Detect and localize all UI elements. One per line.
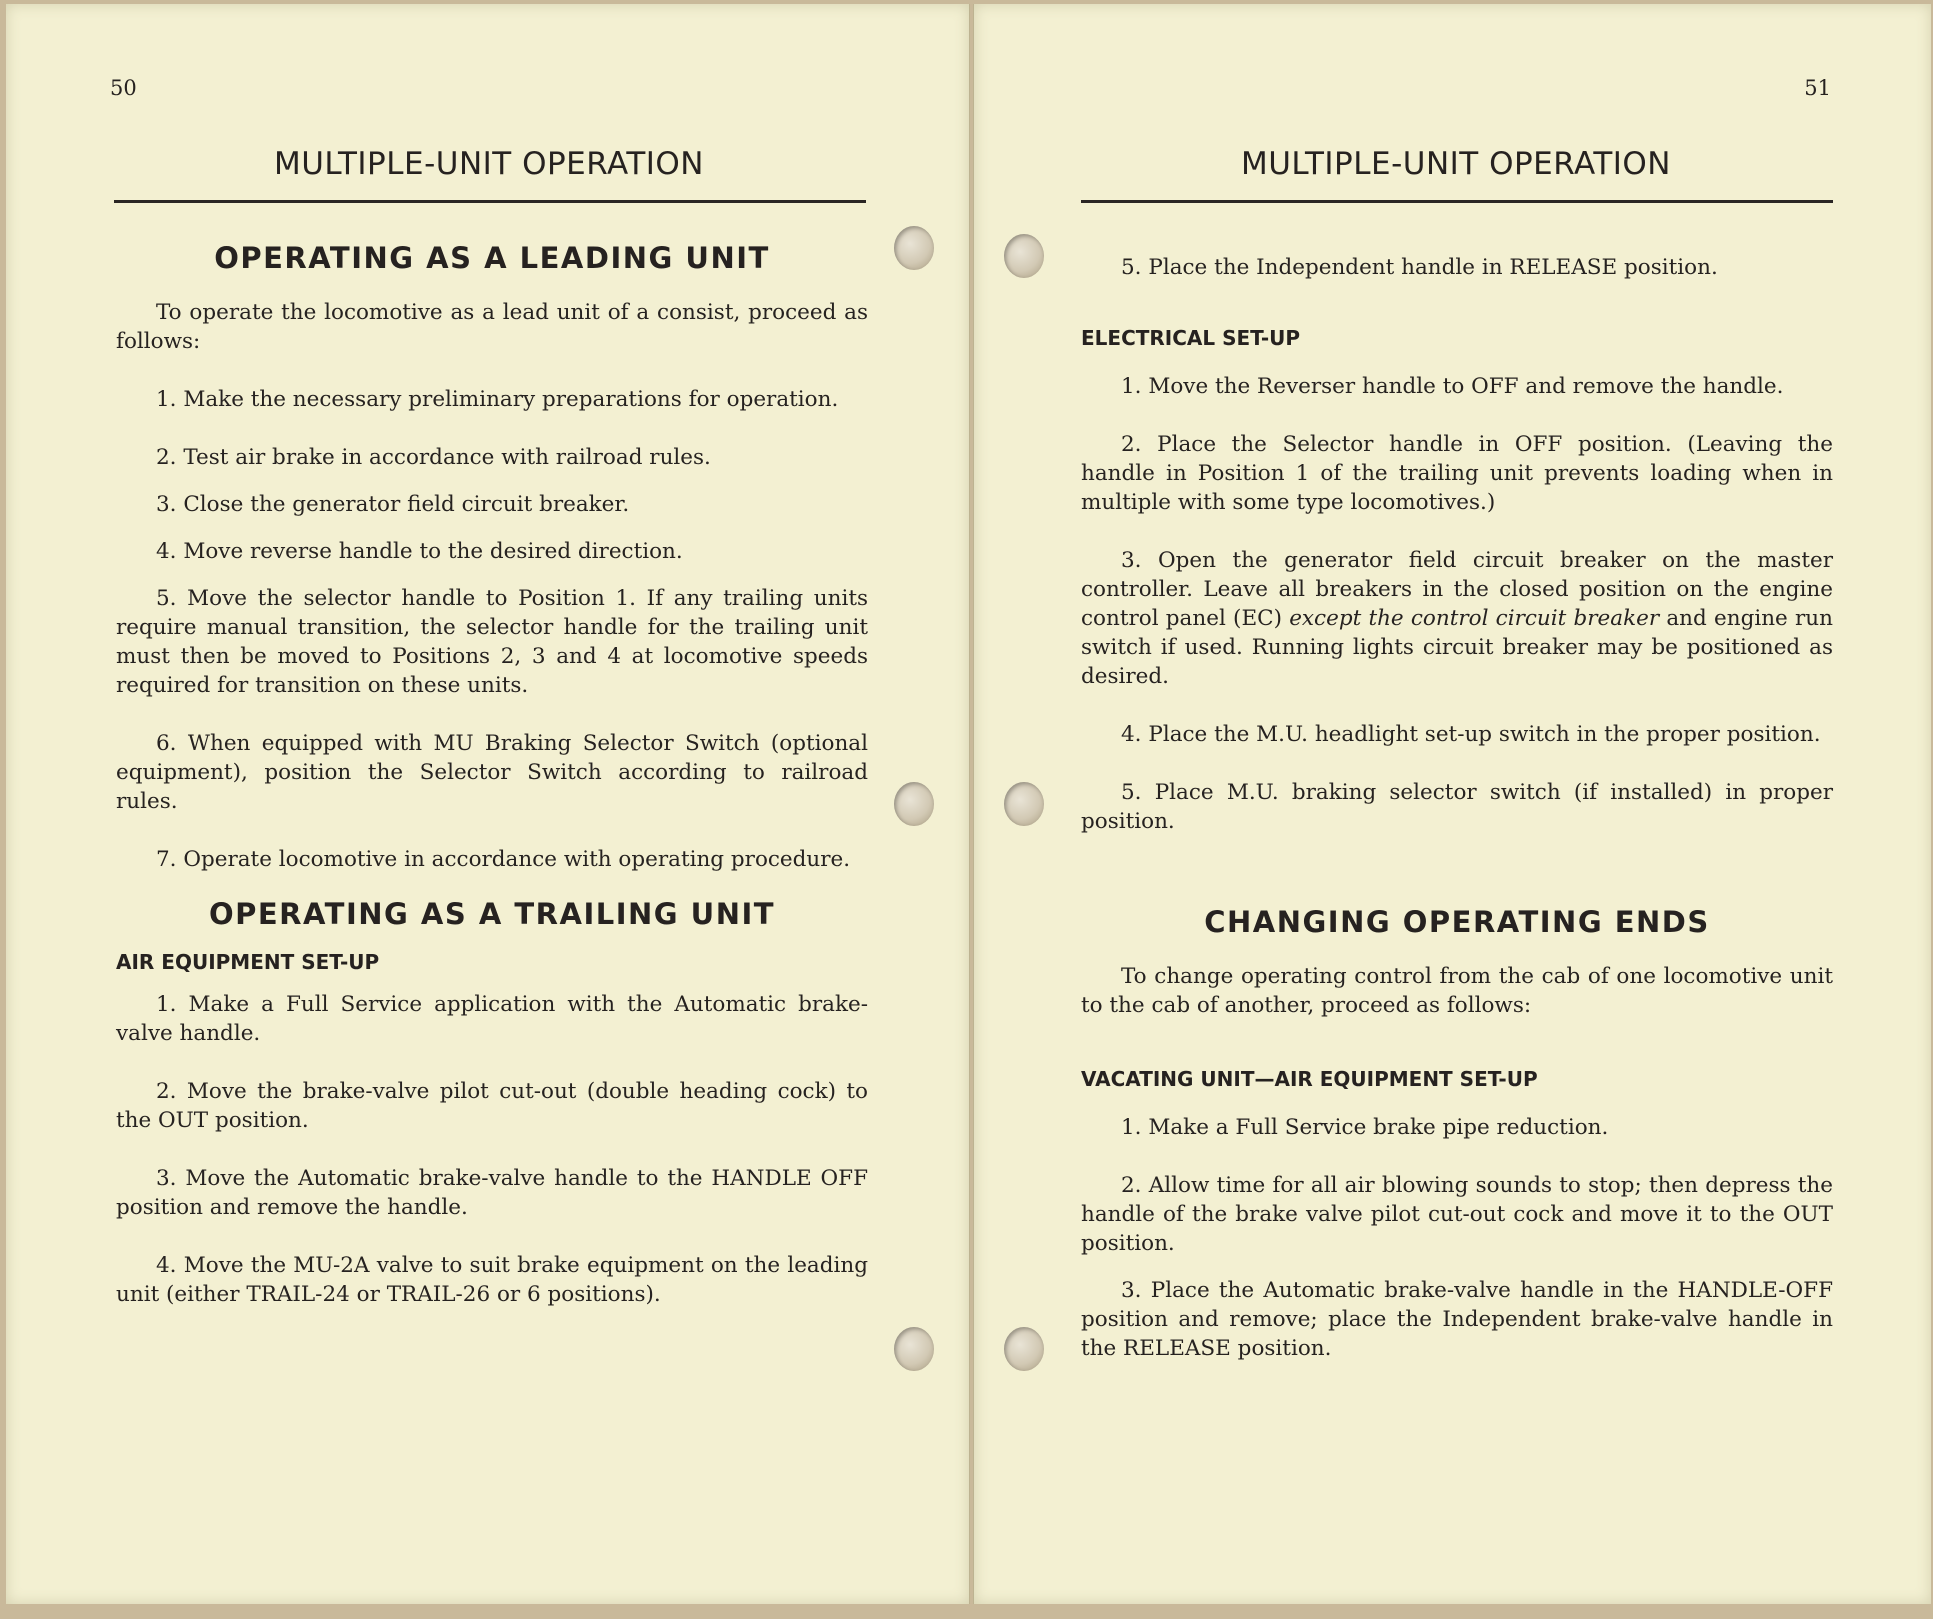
subheading-electrical: ELECTRICAL SET-UP [1081, 326, 1301, 350]
leading-step-3: 3. Close the generator field circuit breaker. [156, 492, 630, 517]
leading-step-7: 7. Operate locomotive in accordance with operating procedure. [156, 847, 851, 872]
electrical-step-3-italic: except the control circuit breaker [1289, 606, 1660, 631]
leading-step-5: 5. Move the selector handle to Position 1. If any trailing units require manual transition, the selector handle for the trailing unit must then be moved to Positions 2, 3 and 4 at locomotive speeds required for transition on these units. [116, 586, 868, 698]
electrical-step-3 [1081, 546, 1833, 691]
vacating-step-1: 1. Make a Full Service brake pipe reduction. [1121, 1115, 1609, 1140]
binder-hole [894, 1327, 934, 1371]
running-head-left: MULTIPLE-UNIT OPERATION [274, 146, 704, 182]
binder-hole [894, 226, 934, 270]
changing-intro: To change operating control from the cab of one locomotive unit to the cab of another, proceed as follows: [1081, 964, 1833, 1018]
subheading-vacating-unit: VACATING UNIT—AIR EQUIPMENT SET-UP [1081, 1067, 1538, 1091]
right-content [1081, 239, 1833, 1363]
leading-step-1: 1. Make the necessary preliminary preparations for operation. [156, 387, 839, 412]
leading-step-4: 4. Move reverse handle to the desired direction. [156, 539, 683, 564]
binder-hole [1004, 782, 1044, 826]
leading-step-2: 2. Test air brake in accordance with railroad rules. [156, 445, 711, 470]
binder-hole [1004, 234, 1044, 278]
electrical-step-4: 4. Place the M.U. headlight set-up switch in the proper position. [1121, 722, 1821, 747]
heading-changing-ends: CHANGING OPERATING ENDS [1204, 905, 1710, 939]
vacating-step-3: 3. Place the Automatic brake-valve handle in the HANDLE-OFF position and remove; place the Independent brake-valve handle in the RELEASE position. [1081, 1278, 1833, 1361]
binder-hole [1004, 1327, 1044, 1371]
trailing-step-4: 4. Move the MU-2A valve to suit brake equipment on the leading unit (either TRAIL-24 or TRAIL-26 or 6 positions). [116, 1253, 868, 1307]
trailing-step-1: 1. Make a Full Service application with the Automatic brake-valve handle. [116, 992, 868, 1046]
subheading-air-equipment: AIR EQUIPMENT SET-UP [116, 950, 380, 974]
electrical-step-3-text-b: and engine run switch if used. Running lights circuit breaker may be positioned as desired. [1081, 606, 1833, 689]
electrical-step-3-text-a: 3. Open the generator field circuit breaker on the master controller. Leave all breakers in the closed position on the engine control panel (EC) [1081, 548, 1833, 631]
leading-intro: To operate the locomotive as a lead unit of a consist, proceed as follows: [116, 300, 868, 354]
header-rule-right [1081, 200, 1833, 203]
running-head-right: MULTIPLE-UNIT OPERATION [1241, 146, 1671, 182]
trailing-step-2: 2. Move the brake-valve pilot cut-out (double heading cock) to the OUT position. [116, 1079, 868, 1133]
electrical-step-1: 1. Move the Reverser handle to OFF and remove the handle. [1121, 374, 1784, 399]
vacating-step-2: 2. Allow time for all air blowing sounds to stop; then depress the handle of the brake valve pilot cut-out cock and move it to the OUT position. [1081, 1173, 1833, 1256]
trailing-step-3: 3. Move the Automatic brake-valve handle to the HANDLE OFF position and remove the handle. [116, 1166, 868, 1220]
binder-hole [894, 782, 934, 826]
book-spread [6, 4, 1930, 1614]
header-rule-left [114, 200, 866, 203]
page-number-right: 51 [1804, 76, 1831, 100]
electrical-step-5: 5. Place M.U. braking selector switch (if installed) in proper position. [1081, 780, 1833, 834]
left-content [116, 239, 868, 1309]
leading-step-6: 6. When equipped with MU Braking Selector Switch (optional equipment), position the Selector Switch according to railroad rules. [116, 731, 868, 814]
left-page [6, 4, 970, 1604]
heading-trailing-unit: OPERATING AS A TRAILING UNIT [208, 897, 776, 931]
electrical-step-2: 2. Place the Selector handle in OFF position. (Leaving the handle in Position 1 of the trailing unit prevents loading when in multiple with some type locomotives.) [1081, 432, 1833, 515]
right-page [973, 4, 1931, 1604]
continued-step-5: 5. Place the Independent handle in RELEASE position. [1121, 255, 1718, 280]
page-number-left: 50 [110, 76, 137, 100]
heading-leading-unit: OPERATING AS A LEADING UNIT [214, 241, 770, 275]
